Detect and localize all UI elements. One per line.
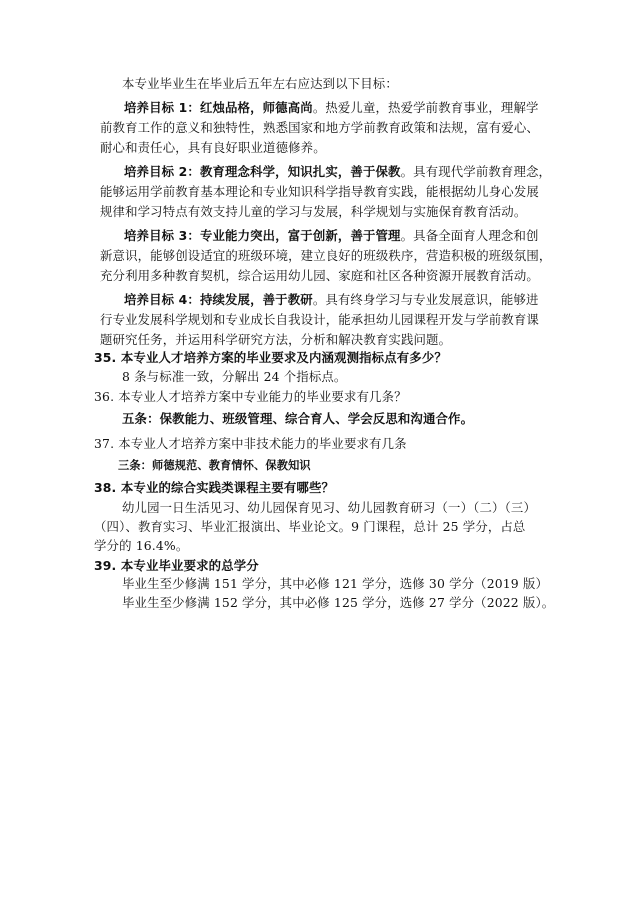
q35-question: 35. 本专业人才培养方案的毕业要求及内涵观测指标点有多少？ [94,350,447,365]
q39-answer-line-2: 毕业生至少修满 152 学分，其中必修 125 学分，选修 27 学分（2022 版）。 [122,595,555,610]
goal-2-text: 。具有现代学前教育理念， [400,164,552,179]
goal-4-line-1 [124,292,539,308]
q38-answer-line-1: 幼儿园一日生活见习、幼儿园保育见习、幼儿园教育研习（一）（二）（三） [122,500,536,515]
goal-3-label: 培养目标 3： [124,228,200,243]
goal-4-line-3: 题研究任务，并运用科学研究方法，分析和解决教育实践问题。 [100,332,452,347]
goal-1-line-2: 前教育工作的意义和独特性，熟悉国家和地方学前教育政策和法规，富有爱心、 [100,120,539,135]
goal-3-line-2: 新意识，能够创设适宜的班级环境，建立良好的班级秩序，营造积极的班级氛围， [100,248,552,263]
q37-answer: 三条：师德规范、教育情怀、保教知识 [118,459,311,472]
goal-4-line-2: 行专业发展科学规划和专业成长自我设计，能承担幼儿园课程开发与学前教育课 [100,312,539,327]
q38-answer-line-2: （四）、教育实习、毕业汇报演出、毕业论文。9 门课程，总计 25 学分，占总 [94,519,526,534]
goal-1-line-1 [124,100,539,116]
q39-question: 39. 本专业毕业要求的总学分 [94,558,259,573]
q35-answer: 8 条与标准一致，分解出 24 个指标点。 [122,369,347,384]
goal-1-label: 培养目标 1：红烛品格，师德高尚 [124,100,313,115]
goal-2-line-1 [124,164,551,180]
goal-2-line-2: 能够运用学前教育基本理论和专业知识科学指导教育实践，能根据幼儿身心发展 [100,184,539,199]
goal-3-text: 。具备全面育人理念和创 [400,228,539,243]
goal-3-label-2: 专业能力突出，富于创新，善于管理 [199,228,401,243]
goal-3-line-3: 充分利用多种教育契机，综合运用幼儿园、家庭和社区各种资源开展教育活动。 [100,268,539,283]
q39-answer-line-1: 毕业生至少修满 151 学分，其中必修 121 学分，选修 30 学分（2019 版） [122,576,548,591]
q38-answer-line-3: 学分的 16.4%。 [94,538,189,553]
intro-text: 本专业毕业生在毕业后五年左右应达到以下目标： [122,76,398,91]
goal-1-text: 。热爱儿童，热爱学前教育事业，理解学 [312,100,539,115]
goal-1-line-3: 耐心和责任心，具有良好职业道德修养。 [100,140,326,155]
goal-2-label: 培养目标 2：教育理念科学，知识扎实，善于保教 [124,164,401,179]
goal-4-label: 培养目标 4：持续发展，善于教研 [124,292,313,307]
goal-2-line-3: 规律和学习特点有效支持儿童的学习与发展，科学规划与实施保育教育活动。 [100,204,527,219]
q36-answer: 五条：保教能力、班级管理、综合育人、学会反思和沟通合作。 [122,411,474,426]
q36-question: 36. 本专业人才培养方案中专业能力的毕业要求有几条？ [94,389,407,404]
q38-question: 38. 本专业的综合实践类课程主要有哪些？ [94,480,335,495]
q37-question: 37. 本专业人才培养方案中非技术能力的毕业要求有几条 [94,436,407,451]
goal-4-text: 。具有终身学习与专业发展意识，能够进 [312,292,539,307]
goal-3-line-1 [124,228,539,244]
